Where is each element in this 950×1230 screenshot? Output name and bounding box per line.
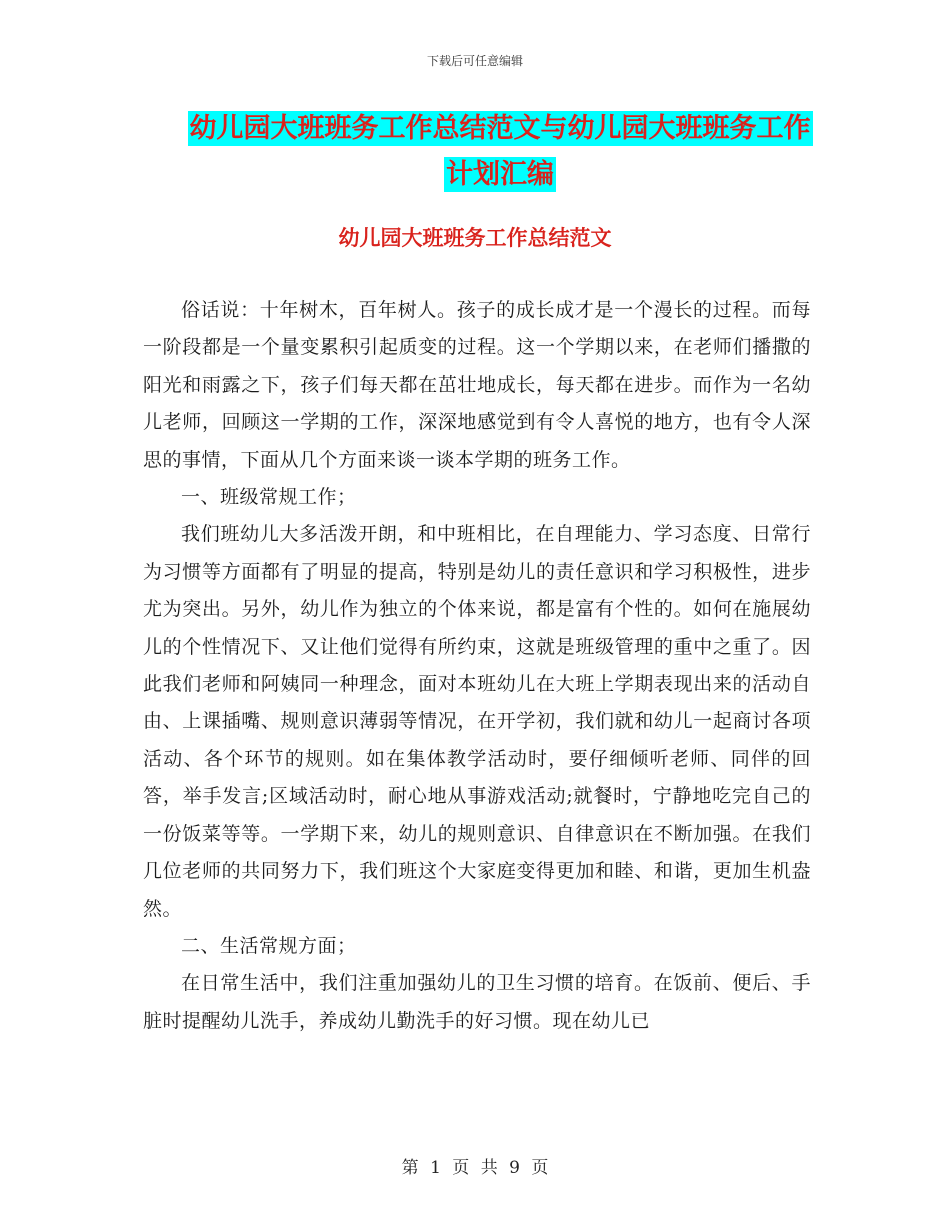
document-body [143,292,811,1040]
heading-class-routine: 一、班级常规工作； [181,486,357,509]
title-line-2: 计划汇编 [446,159,554,190]
section-title: 幼儿园大班班务工作总结范文 [338,226,612,250]
paragraph-class-routine: 我们班幼儿大多活泼开朗，和中班相比，在自理能力、学习态度、日常行为习惯等方面都有了明显的提高，特别是幼儿的责任意识和学习积极性，进步尤为突出。另外，幼儿作为独立的个体来说，都是富有个性的。如何在施展幼儿的个性情况下、又让他们觉得有所约束，这就是班级管理的重中之重了。因此我们老师和阿姨同一种理念，面对本班幼儿在大班上学期表现出来的活动自由、上课插嘴、规则意识薄弱等情况，在开学初，我们就和幼儿一起商讨各项活动、各个环节的规则。如在集体教学活动时，要仔细倾听老师、同伴的回答，举手发言;区域活动时，耐心地从事游戏活动;就餐时，宁静地吃完自己的一份饭菜等等。一学期下来，幼儿的规则意识、自律意识在不断加强。在我们几位老师的共同努力下，我们班这个大家庭变得更加和睦、和谐，更加生机盎然。 [143,523,811,920]
page-footer: 第 1 页 共 9 页 [401,1158,549,1178]
paragraph-intro: 俗话说：十年树木，百年树人。孩子的成长成才是一个漫长的过程。而每一阶段都是一个量变累积引起质变的过程。这一个学期以来，在老师们播撒的阳光和雨露之下，孩子们每天都在茁壮地成长，每天都在进步。而作为一名幼儿老师，回顾这一学期的工作，深深地感觉到有令人喜悦的地方，也有令人深思的事情，下面从几个方面来谈一谈本学期的班务工作。 [143,299,811,471]
document-title [150,106,850,198]
header-note: 下载后可任意编辑 [426,54,523,68]
paragraph-life-routine: 在日常生活中，我们注重加强幼儿的卫生习惯的培育。在饭前、便后、手脏时提醒幼儿洗手，养成幼儿勤洗手的好习惯。现在幼儿已 [143,972,811,1032]
title-line-1: 幼儿园大班班务工作总结范文与幼儿园大班班务工作 [189,113,811,144]
heading-life-routine: 二、生活常规方面； [181,934,357,957]
